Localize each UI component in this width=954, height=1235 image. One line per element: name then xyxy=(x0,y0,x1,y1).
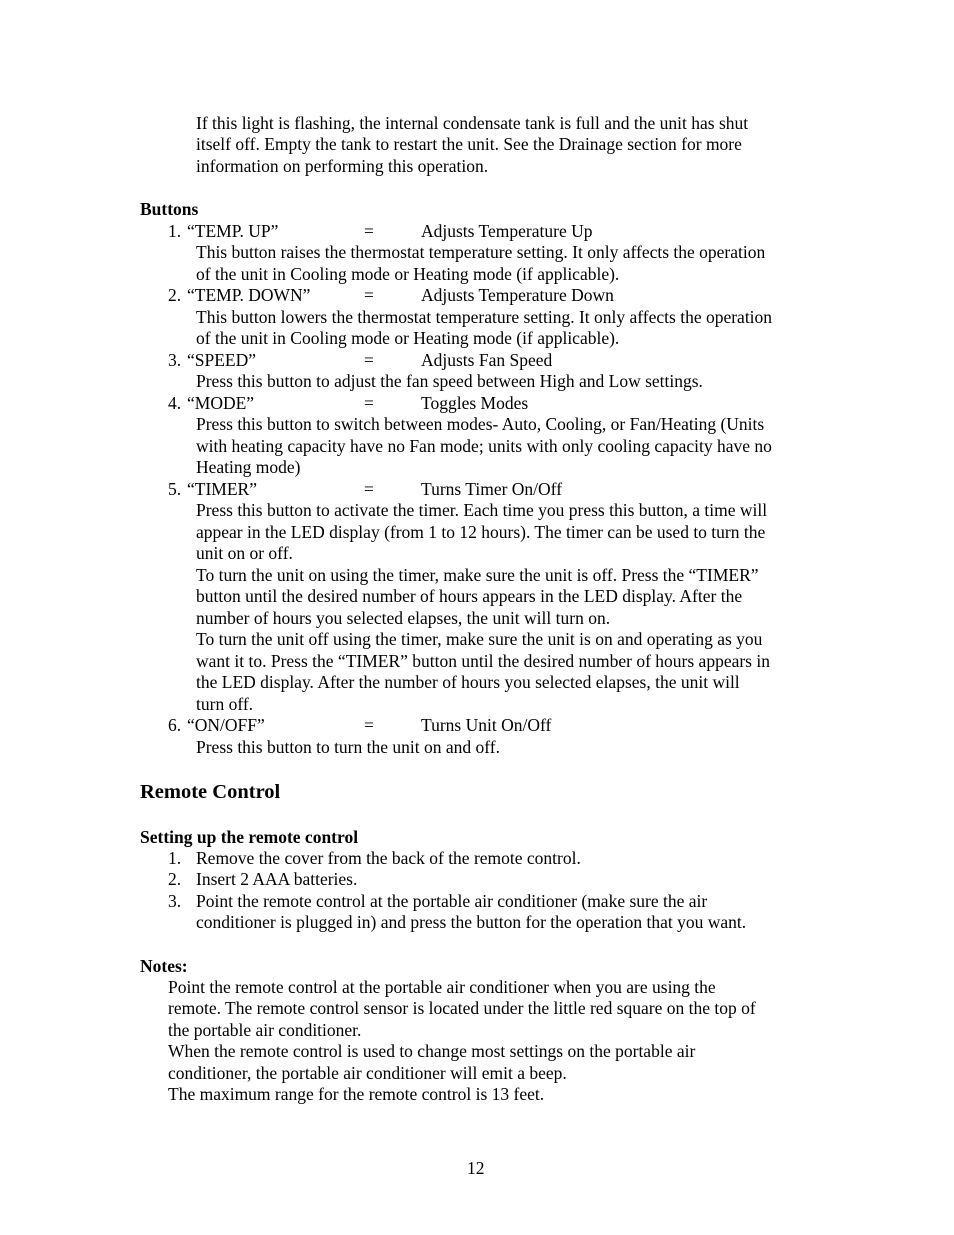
step-number: 1. xyxy=(168,848,182,868)
button-number: 6. xyxy=(168,715,182,735)
note-line: The maximum range for the remote control is 13 feet. xyxy=(168,1084,545,1104)
note-line: the portable air conditioner. xyxy=(168,1020,362,1040)
button-summary: Turns Timer On/Off xyxy=(421,479,563,499)
button-description: turn off. xyxy=(196,694,254,714)
button-description: Press this button to switch between modes- Auto, Cooling, or Fan/Heating (Units xyxy=(196,414,765,434)
step-text: Insert 2 AAA batteries. xyxy=(196,869,358,889)
button-description: To turn the unit off using the timer, make sure the unit is on and operating as you xyxy=(196,629,763,649)
button-description: This button raises the thermostat temperature setting. It only affects the operation xyxy=(196,242,766,262)
equals-sign: = xyxy=(364,479,374,499)
button-description: Press this button to activate the timer. Each time you press this button, a time will xyxy=(196,500,768,520)
button-summary: Adjusts Fan Speed xyxy=(421,350,553,370)
step-text: Point the remote control at the portable air conditioner (make sure the air xyxy=(196,891,708,911)
button-description: want it to. Press the “TIMER” button until the desired number of hours appears in xyxy=(196,651,770,671)
button-description: Press this button to adjust the fan speed between High and Low settings. xyxy=(196,371,703,391)
note-line: remote. The remote control sensor is located under the little red square on the top of xyxy=(168,998,756,1018)
button-number: 3. xyxy=(168,350,182,370)
step-text: Remove the cover from the back of the remote control. xyxy=(196,848,581,868)
button-summary: Turns Unit On/Off xyxy=(421,715,552,735)
intro-line: itself off. Empty the tank to restart the unit. See the Drainage section for more xyxy=(196,134,742,154)
button-description: This button lowers the thermostat temperature setting. It only affects the operation xyxy=(196,307,773,327)
button-description: the LED display. After the number of hours you selected elapses, the unit will xyxy=(196,672,740,692)
note-line: conditioner, the portable air conditioner will emit a beep. xyxy=(168,1063,567,1083)
equals-sign: = xyxy=(364,715,374,735)
note-line: Point the remote control at the portable air conditioner when you are using the xyxy=(168,977,716,997)
button-description: appear in the LED display (from 1 to 12 hours). The timer can be used to turn the xyxy=(196,522,766,542)
button-number: 4. xyxy=(168,393,182,413)
button-summary: Adjusts Temperature Down xyxy=(421,285,614,305)
step-number: 2. xyxy=(168,869,182,889)
button-description: To turn the unit on using the timer, make sure the unit is off. Press the “TIMER” xyxy=(196,565,759,585)
step-text: conditioner is plugged in) and press the button for the operation that you want. xyxy=(196,912,747,932)
intro-line: information on performing this operation. xyxy=(196,156,489,176)
button-description: Press this button to turn the unit on and off. xyxy=(196,737,500,757)
button-description: with heating capacity have no Fan mode; units with only cooling capacity have no xyxy=(196,436,772,456)
page-number: 12 xyxy=(467,1158,485,1178)
button-number: 5. xyxy=(168,479,182,499)
intro-line: If this light is flashing, the internal condensate tank is full and the unit has shut xyxy=(196,113,749,133)
button-description: number of hours you selected elapses, the unit will turn on. xyxy=(196,608,611,628)
button-number: 2. xyxy=(168,285,182,305)
equals-sign: = xyxy=(364,350,374,370)
button-description: of the unit in Cooling mode or Heating mode (if applicable). xyxy=(196,264,620,284)
button-summary: Adjusts Temperature Up xyxy=(421,221,593,241)
remote-control-heading: Remote Control xyxy=(140,781,281,803)
equals-sign: = xyxy=(364,221,374,241)
step-number: 3. xyxy=(168,891,182,911)
notes-heading: Notes: xyxy=(140,956,188,976)
button-name: “TIMER” xyxy=(187,479,257,499)
setup-heading: Setting up the remote control xyxy=(140,827,359,847)
button-description: unit on or off. xyxy=(196,543,293,563)
button-description: button until the desired number of hours appears in the LED display. After the xyxy=(196,586,743,606)
button-name: “MODE” xyxy=(187,393,255,413)
button-name: “TEMP. DOWN” xyxy=(187,285,311,305)
equals-sign: = xyxy=(364,393,374,413)
button-description: of the unit in Cooling mode or Heating mode (if applicable). xyxy=(196,328,620,348)
equals-sign: = xyxy=(364,285,374,305)
note-line: When the remote control is used to change most settings on the portable air xyxy=(168,1041,696,1061)
button-number: 1. xyxy=(168,221,182,241)
button-name: “ON/OFF” xyxy=(187,715,265,735)
button-name: “TEMP. UP” xyxy=(187,221,279,241)
buttons-heading: Buttons xyxy=(140,199,199,219)
button-summary: Toggles Modes xyxy=(421,393,529,413)
button-description: Heating mode) xyxy=(196,457,301,477)
button-name: “SPEED” xyxy=(187,350,257,370)
